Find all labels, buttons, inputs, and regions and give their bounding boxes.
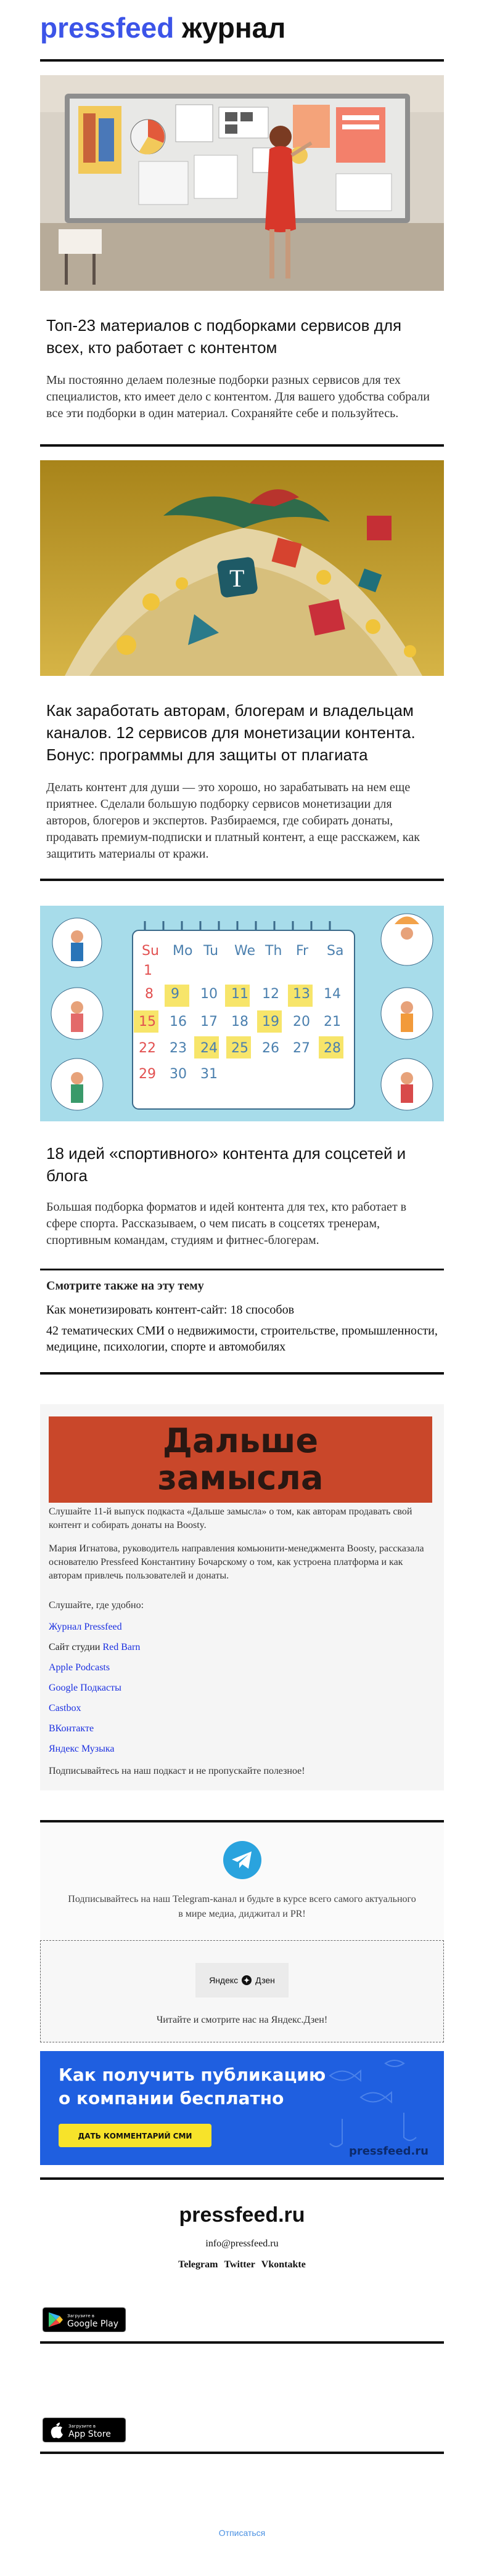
article-card[interactable] [40,62,444,422]
social-vkontakte[interactable]: Vkontakte [261,2259,306,2270]
app-store-small: Загрузите в [68,2424,96,2429]
telegram-block[interactable] [40,1822,444,1940]
cal-date-14: 14 [324,986,341,1002]
cal-date-22: 22 [139,1041,156,1056]
article-description: Большая подборка форматов и идей контента для тех, кто работает в сфере спорта. Рассказываем, о чем писать в соцсетях тренерам, спортивным командам, студиям и фитнес-блогерам. [46,1200,407,1247]
app-store-badge[interactable] [43,2418,126,2442]
app-store-row [40,2418,444,2445]
dzen-icon [242,1975,252,1985]
cal-date-12: 12 [262,986,279,1002]
podcast-cover-line2: замысла [157,1458,324,1497]
dzen-block[interactable] [40,1940,444,2042]
article-description: Мы постоянно делаем полезные подборки разных сервисов для тех специалистов, кто имеет дело с контентом. Для вашего удобства собрали все эти подборки в один материал. Сохраняйте себе и пользуйтесь. [46,373,430,420]
article-title[interactable]: Как заработать авторам, блогерам и владельцам каналов. 12 сервисов для монетизации контента. Бонус: программы для защиты от плагиата [46,701,416,764]
cal-date-18: 18 [231,1014,248,1030]
social-telegram[interactable]: Telegram [178,2259,218,2270]
logo-brand: pressfeed [40,12,174,44]
cal-day-mo: Mo [173,943,193,959]
telegram-icon[interactable] [223,1841,261,1879]
google-play-row [40,2307,444,2335]
article-card[interactable] [40,447,444,863]
article-title[interactable]: 18 идей «спортивного» контента для соцсетей и блога [46,1144,406,1185]
podcast-cover-line1: Дальше [162,1421,319,1460]
article-description: Делать контент для души — это хорошо, но зарабатывать на нем еще приятнее. Сделали большую подборку сервисов монетизации для авторов, блогеров и экспертов. Разбираемся, где собирать донаты, продавать премиум-подписки и платный контент, а еще расскажем, как защитить материалы от кражи. [46,781,420,861]
article-card[interactable] [40,881,444,1249]
footer-email[interactable]: info@pressfeed.ru [205,2238,279,2249]
logo-rest: журнал [174,12,286,44]
cal-date-29: 29 [139,1067,156,1082]
article-2-illustration[interactable] [40,460,444,676]
google-play-label: Google Play [67,2319,119,2329]
email-container [40,0,444,2576]
cal-date-31: 31 [200,1067,218,1082]
journal-logo[interactable] [40,0,444,59]
cal-date-16: 16 [170,1014,187,1030]
cal-date-21: 21 [324,1014,341,1030]
podcast-cover[interactable] [49,1416,432,1503]
cal-date-11: 11 [231,986,248,1002]
unsubscribe-row [40,2528,444,2576]
see-also-link[interactable]: 42 тематических СМИ о недвижимости, строительстве, промышленности, медицине, психологии, спорте и автомобилях [46,1324,438,1354]
banner-title-line2: о компании бесплатно [59,2088,284,2108]
studio-prefix: Сайт студии [49,1642,103,1652]
divider [40,2341,444,2344]
see-also-link[interactable]: Как монетизировать контент-сайт: 18 способов [46,1303,295,1317]
cal-day-su: Su [142,943,159,959]
cal-date-20: 20 [293,1014,310,1030]
cal-day-sa: Sa [327,943,344,959]
cal-date-23: 23 [170,1041,187,1056]
app-store-label: App Store [68,2429,111,2439]
link-castbox[interactable]: Castbox [49,1703,81,1713]
cal-date-28: 28 [324,1041,341,1056]
cal-date-26: 26 [262,1041,279,1056]
article-1-illustration[interactable] [40,75,444,291]
dzen-badge[interactable] [195,1963,289,1997]
link-yandex-music[interactable]: Яндекс Музыка [49,1744,115,1754]
banner-button[interactable]: ДАТЬ КОММЕНТАРИЙ СМИ [78,2132,192,2140]
cal-date-8: 8 [145,986,154,1002]
cal-day-we: We [234,943,255,959]
cal-date-15: 15 [139,1014,156,1030]
cal-date-24: 24 [200,1041,218,1056]
cal-date-27: 27 [293,1041,310,1056]
cal-date-30: 30 [170,1067,187,1082]
dzen-text: Читайте и смотрите нас на Яндекс.Дзен! [156,2015,328,2025]
cal-day-fr: Fr [296,943,309,959]
promo-banner[interactable] [40,2051,444,2165]
podcast-listen-label: Слушайте, где удобно: [49,1600,144,1611]
footer [40,2180,444,2270]
podcast-description: Мария Игнатова, руководитель направления комьюнити-менеджмента Boosty, рассказала основателю Pressfeed Константину Бочарскому о том, как устроена платформа и как авторам привлечь пользователей и донаты. [49,1543,424,1581]
podcast-subscribe: Подписывайтесь на наш подкаст и не пропускайте полезное! [49,1766,305,1776]
divider [40,2452,444,2454]
telegram-text: Подписывайтесь на наш Telegram-канал и будьте в курсе всего самого актуального в мире медиа, диджитал и PR! [68,1894,416,1919]
link-red-barn[interactable]: Red Barn [102,1642,141,1652]
footer-social [40,2259,444,2270]
link-vkontakte[interactable]: ВКонтакте [49,1723,94,1734]
dzen-badge-yandex: Яндекс [209,1975,239,1985]
studio-line [49,1642,435,1653]
podcast-intro: Слушайте 11-й выпуск подкаста «Дальше замысла» о том, как авторам продавать свой контент и собирать донаты на Boosty. [49,1506,412,1530]
cal-date-19: 19 [262,1014,279,1030]
cal-date-13: 13 [293,986,310,1002]
link-journal-pressfeed[interactable]: Журнал Pressfeed [49,1622,122,1632]
cal-date-10: 10 [200,986,218,1002]
see-also-block [40,1270,444,1372]
cal-date-9: 9 [171,986,179,1002]
t-letter: T [229,564,245,592]
social-twitter[interactable]: Twitter [224,2259,255,2270]
divider [40,1372,444,1375]
dzen-badge-dzen: Дзен [255,1975,275,1985]
banner-site: pressfeed.ru [348,2145,429,2158]
unsubscribe-link[interactable]: Отписаться [218,2528,266,2538]
article-3-illustration[interactable] [40,906,444,1121]
footer-site[interactable]: pressfeed.ru [179,2203,305,2227]
banner-title-line1: Как получить публикацию [59,2065,326,2085]
cal-day-th: Th [265,943,282,959]
article-title[interactable]: Топ-23 материалов с подборками сервисов для всех, кто работает с контентом [46,316,402,357]
cal-date-1: 1 [144,963,152,978]
google-play-badge[interactable] [43,2307,126,2332]
see-also-heading: Смотрите также на эту тему [46,1279,204,1293]
cal-day-tu: Tu [203,943,219,959]
cal-date-17: 17 [200,1014,218,1030]
link-apple-podcasts[interactable]: Apple Podcasts [49,1662,110,1673]
podcast-block [40,1404,444,1790]
google-play-small: Загрузите в [67,2314,95,2318]
link-google-podcasts[interactable]: Google Подкасты [49,1683,121,1693]
cal-date-25: 25 [231,1041,248,1056]
